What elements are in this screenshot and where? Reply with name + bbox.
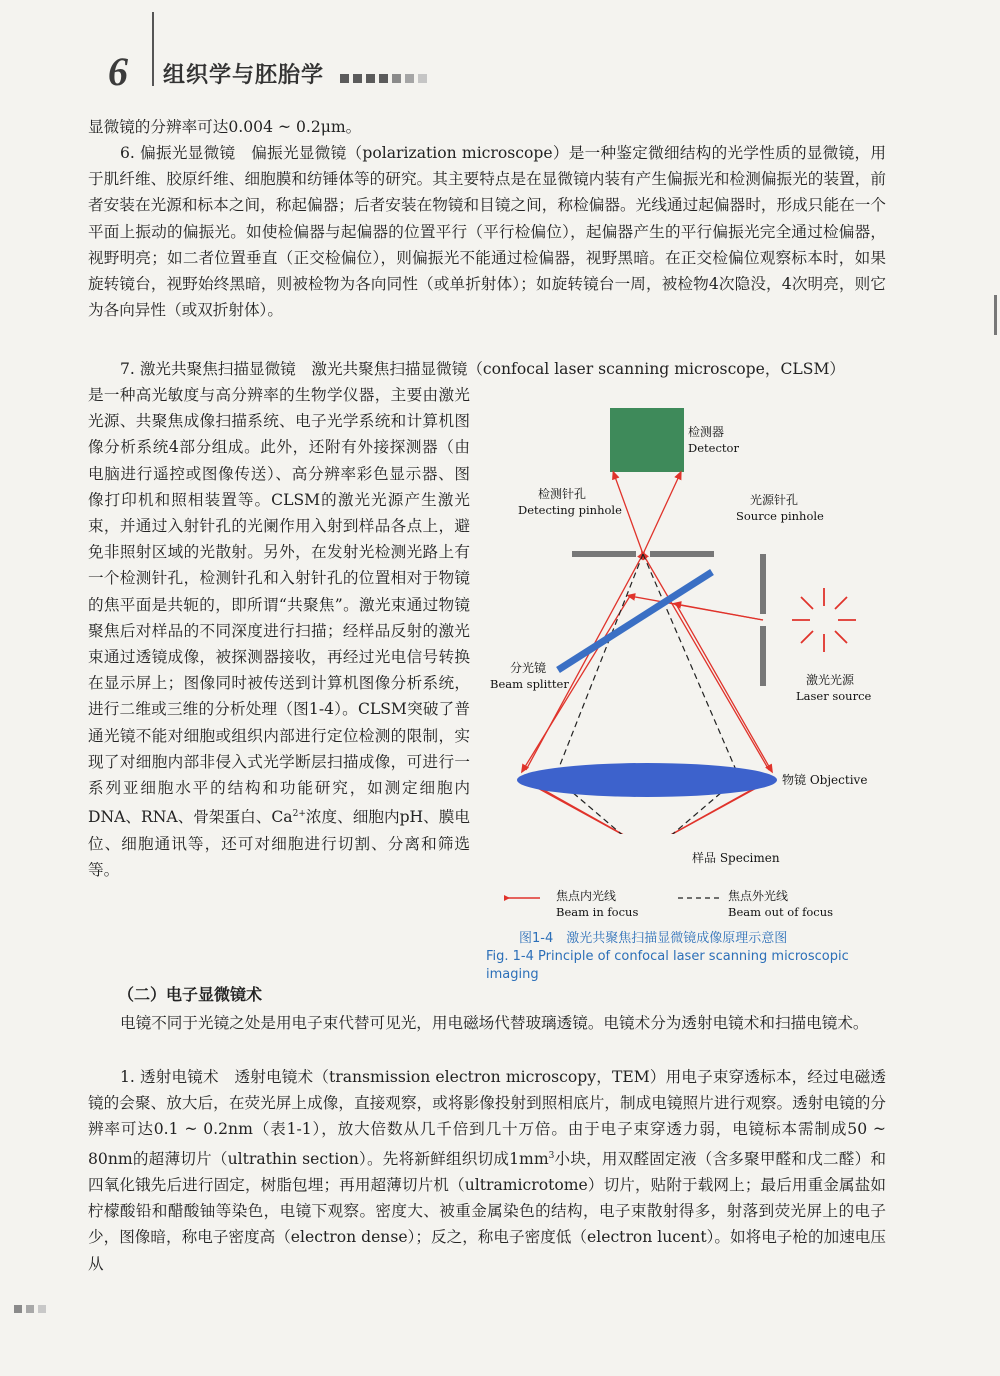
page-edge-mark — [994, 295, 997, 335]
source-pinhole-bottom — [760, 626, 766, 686]
beam-splitter — [558, 572, 712, 670]
paragraph-em-intro: 电镜不同于光镜之处是用电子束代替可见光，用电磁场代替玻璃透镜。电镜术分为透射电镜术和扫描电镜术。 — [120, 1014, 869, 1032]
legend-in-focus-label: 焦点内光线 Beam in focus — [556, 889, 639, 919]
footer-decoration — [14, 1298, 50, 1317]
detector-box — [610, 408, 684, 472]
ca-superscript: 2+ — [292, 809, 306, 820]
book-title: 组织学与胚胎学 — [163, 63, 325, 88]
caption-en: Fig. 1-4 Principle of confocal laser scanning microscopic imaging — [486, 949, 849, 982]
laser-source-rays — [792, 588, 856, 652]
section-heading-em: （二）电子显微镜术 — [118, 985, 263, 1004]
clsm-text-a: 是一种高光敏度与高分辨率的生物学仪器，主要由激光光源、共聚焦成像扫描系统、电子光学系统和计算机图像分析系统4部分组成。此外，还附有外接探测器（由电脑进行遥控或图像传送）、高分辨率彩色显示器、图像打印机和照相装置等。CLSM的激光光源产生激光束，并通过入射针孔的光阑作用入射到样品各点上，避免非照射区域的光散射。另外，在发射光检测光路上有一个检测针孔，检测针孔和入射针孔的位置相对于物镜的焦平面是共轭的，即所谓“共聚焦”。激光束通过物镜聚焦后对样品的不同深度进行扫描；经样品反射的激光束通过透镜成像，被探测器接收，再经过光电信号转换在显示屏上；图像同时被传送到计算机图像分析系统，进行二维或三维的分析处理（图1-4）。CLSM突破了普通光镜不能对细胞或组织内部进行定位检测的限制，实现了对细胞内部非侵入式光学断层扫描成像，可进行一系列亚细胞水平的结构和功能研究，如测定细胞内DNA、RNA、骨架蛋白、Ca — [88, 386, 470, 827]
detector-label: 检测器 Detector — [688, 425, 739, 455]
detecting-pinhole-label: 检测针孔 Detecting pinhole — [518, 487, 622, 517]
paragraph-polarization: 6. 偏振光显微镜 偏振光显微镜（polarization microscope）是一种鉴定微细结构的光学性质的显微镜，用于肌纤维、胶原纤维、细胞膜和纺锤体等的研究。其主要特点是在显微镜内装有产生偏振光和检测偏振光的装置，前者安装在光源和标本之间，称起偏器；后者安装在物镜和目镜之间，称检偏器。光线通过起偏器时，形成只能在一个平面上振动的偏振光。如使检偏器与起偏器的位置平行（平行检偏位），起偏器产生的平行偏振光完全通过检偏器，视野明亮；如二者位置垂直（正交检偏位），则偏振光不能通过检偏器，视野黑暗。在正交检偏位观察标本时，如果旋转镜台，视野始终黑暗，则被检物为各向同性（或单折射体）；如旋转镜台一周，被检物4次隐没，4次明亮，则它为各向异性（或双折射体）。 — [88, 144, 886, 320]
source-pinhole-top — [760, 554, 766, 614]
legend-out-focus-label: 焦点外光线 Beam out of focus — [728, 889, 834, 919]
detecting-pinhole-right — [650, 551, 714, 557]
paragraph-resolution: 显微镜的分辨率可达0.004 ~ 0.2μm。 — [88, 118, 362, 136]
beam-splitter-label: 分光镜 Beam splitter — [490, 661, 569, 691]
figure-confocal-diagram — [486, 394, 890, 865]
page-number: 6 — [108, 49, 128, 94]
specimen-label: 样品 Specimen — [692, 851, 780, 865]
paragraph-clsm-body — [88, 382, 470, 883]
header-rule — [152, 12, 154, 86]
source-pinhole-label: 光源针孔 Source pinhole — [736, 493, 824, 523]
figure-caption — [486, 930, 886, 984]
tem-text-a: 1. 透射电镜术 透射电镜术（transmission electron microscopy，TEM）用电子束穿透标本，经过电磁透镜的会聚、放大后，在荧光屏上成像，直接观察，或将影像投射到照相底片，制成电镜照片进行观察。透射电镜的分辨率可达0.1 ~ 0.2nm（表1-1），放大倍数从几千倍到几十万倍。由于电子束穿透力弱，电镜标本需制成50 ~ 80nm的超薄切片（ultrathin section）。先将新鲜组织切成1mm — [88, 1068, 886, 1168]
objective-lens — [517, 763, 777, 797]
figure-legend — [492, 886, 892, 922]
paragraph-tem — [88, 1064, 886, 1277]
clsm-text-b: 浓度、细胞内pH、膜电位、细胞通讯等，还可对细胞进行切割、分离和筛选等。 — [88, 808, 470, 879]
detecting-pinhole-left — [572, 551, 636, 557]
objective-label: 物镜 Objective — [782, 773, 868, 787]
laser-source-label: 激光光源 Laser source — [796, 673, 872, 703]
confocal-diagram-svg — [486, 394, 890, 834]
header-decoration — [340, 68, 431, 87]
caption-cn: 图1-4 激光共聚焦扫描显微镜成像原理示意图 — [519, 931, 788, 946]
tem-text-b: 小块，用双醛固定液（含多聚甲醛和戊二醛）和四氧化锇先后进行固定，树脂包埋；再用超薄切片机（ultramicrotome）切片，贴附于载网上；最后用重金属盐如柠檬酸铅和醋酸铀等染色，电镜下观察。密度大、被重金属染色的结构，电子束散射得多，射落到荧光屏上的电子少，图像暗，称电子密度高（electron dense）；反之，称电子密度低（electron lucent）。如将电子枪的加速电压从 — [88, 1149, 886, 1273]
tem-superscript: 3 — [548, 1150, 555, 1161]
paragraph-clsm-intro: 7. 激光共聚焦扫描显微镜 激光共聚焦扫描显微镜（confocal laser scanning microscope，CLSM） — [120, 360, 846, 378]
